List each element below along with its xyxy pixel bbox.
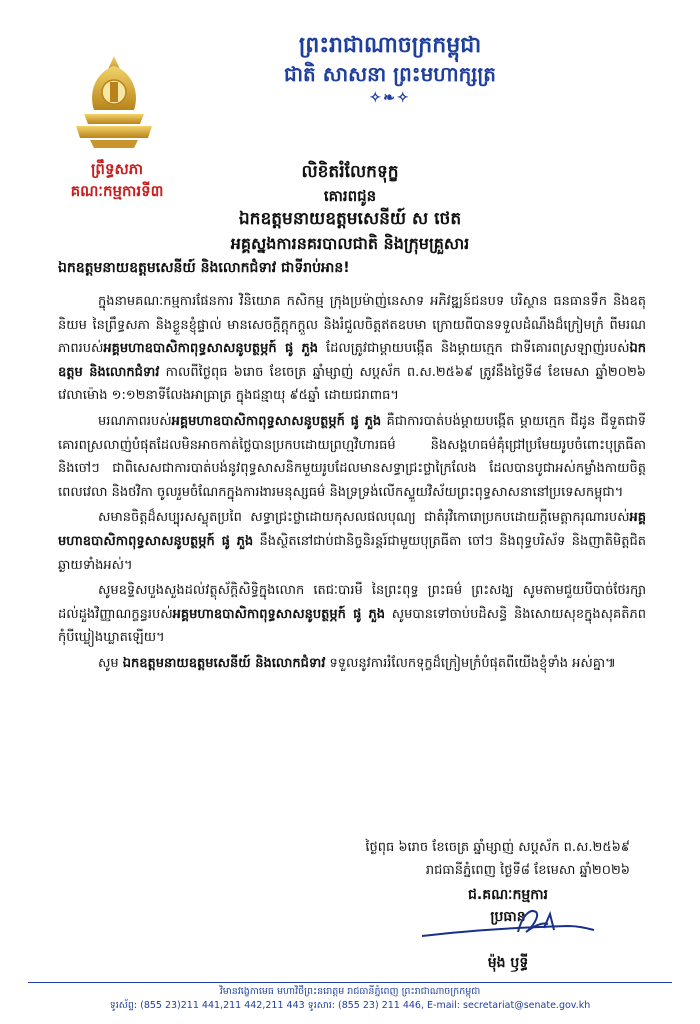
footer: [28, 985, 672, 1013]
paragraph-5-text-c: ទទួលនូវការរំលែកទុក្ខដ៏ក្រៀមក្រំបំផុតពីយើងខ្ញុំទាំង អស់គ្នា៕: [325, 655, 616, 671]
letter-title-block: [150, 160, 550, 256]
paragraph-2-text-a: មរណភាពរបស់: [98, 413, 172, 429]
deceased-name: អគ្គមហាឧបាសិកាពុទ្ធសាសនូបត្ថម្ភក៍ ផូ ភួង: [103, 341, 319, 357]
header-ornament: ✧❧✧: [369, 90, 411, 106]
paragraph-3-text-c: នឹងស្ថិតនៅជាប់ជានិច្ចនិរន្តរ៍ជាមួយបុត្រធីតា ចៅៗ និងពុទ្ធបរិស័ទ និងញាតិមិត្តជិតឆ្ងាយទាំងអស់។: [58, 533, 646, 573]
recipient-title: ឯកឧត្តមនាយឧត្តមសេនីយ៍ និងលោកជំទាវ: [122, 655, 326, 671]
letter-title: លិខិតរំលែកទុក្ខ: [301, 162, 399, 182]
signatory-org: ជ.គណៈកម្មការ: [467, 887, 548, 903]
paragraph-4-text-a: សូមឧទ្ទិសបួងសួងដល់វត្ថុស័ក្តិសិទ្ធិក្នុងលោក តេជៈបារមី នៃព្រះពុទ្ធ ព្រះធម៌ ព្រះសង្ឃ សូមតាមជួយបីបាច់ថែរក្សាដល់ដួងវិញ្ញាណក្ខន្ធរបស់: [58, 583, 646, 622]
paragraph-1-text-c: ដែលត្រូវជាម្តាយបង្កើត និងម្តាយក្មេក ជាទីគោរពស្រឡាញ់របស់: [318, 341, 630, 357]
issuer-commission: គណៈកម្មការទី៣: [70, 182, 164, 200]
letter-address-prefix: គោរពជូន: [323, 187, 377, 205]
salutation: ឯកឧត្តមនាយឧត្តមសេនីយ៍ និងលោកជំទាវ ជាទីរាប់អាន!: [58, 260, 350, 276]
recipient-couple: ឯកឧត្តម និងលោកជំទាវ: [58, 341, 646, 380]
national-motto: ជាតិ សាសនា ព្រះមហាក្សត្រ: [284, 62, 496, 86]
paragraph-1: [58, 290, 646, 408]
recipient-name: ឯកឧត្តមនាយឧត្តមសេនីយ៍ ស ថេត: [238, 209, 462, 229]
paragraph-5-text-a: សូម: [98, 655, 123, 671]
paragraph-5: [58, 652, 646, 676]
paragraph-3-text-a: សមានចិត្តដ៏សប្បុរសស្លុតប្រពៃ សទ្ធាជ្រះថ្លាដោយកុសលផលបុណ្យ ជាតំរុវិកោរោប្រកបដោយក្តីមេត្តាករុណារបស់: [98, 510, 630, 526]
lunar-date: ថ្ងៃពុធ ៦រោច ខែចេត្រ ឆ្នាំម្សាញ់ សប្តស័ក ព.ស.២៥៦៩: [365, 840, 630, 855]
paragraph-3: [58, 506, 646, 577]
paragraph-2-text-c: គឺជាការបាត់បង់ម្តាយបង្កើត ម្តាយក្មេក ជីដូន ជីទួតជាទីគោរពស្រលាញ់បំផុតដែលមិនអាចកាត់ថ្លៃបានប្រកបដោយព្រហ្មវិហារធម៌ និងសង្គហធម៌គុំជ្រៅប្រមែយរូបចំពោះបុត្រធីតា និងចៅៗ ជាពិសេសជាការបាត់បង់នូវពុទ្ធសាសនិកមួយរូបដែលមានសទ្ធាជ្រះថ្លាក្រៃលែង ដែលបានបូជាអស់កម្លាំងកាយចិត្ត ពេលវេលា និងថវិកា ចូលរួមចំណែកក្នុងការងារមនុស្សធម៌ និងទ្រទ្រង់លើកស្ទួយវិស័យព្រះពុទ្ធសាសនានៅប្រទេសកម្ពុជា។: [58, 413, 646, 500]
paragraph-2: [58, 410, 646, 504]
signer-name: ម៉ុង ឫទ្ធី: [487, 955, 529, 971]
handwritten-signature-icon: [418, 902, 598, 948]
footer-address: វិមានវង្ខេកាមេធ មហាវិថីព្រះនរោត្តម រាជធានីភ្នំពេញ ព្រះរាជាណាចក្រកម្ពុជា: [219, 986, 481, 997]
dateline: [330, 836, 630, 882]
deceased-name: អគ្គមហាឧបាសិកាពុទ្ធសាសនូបត្ថម្ភក៍ ផូ ភួង: [172, 606, 385, 622]
paragraph-4: [58, 579, 646, 650]
issuer-institution: ព្រឹទ្ធសភា: [90, 160, 144, 178]
deceased-name: អគ្គមហាឧបាសិកាពុទ្ធសាសនូបត្ថម្ភក៍ ផូ ភួង: [171, 413, 382, 429]
kingdom-name: ព្រះរាជាណាចក្រកម្ពុជា: [298, 32, 482, 58]
recipient-position: អគ្គស្នងការនគរបាលជាតិ និងក្រុមគ្រួសារ: [230, 234, 470, 253]
footer-divider: [28, 982, 672, 983]
letter-body: [58, 290, 646, 678]
paragraph-1-text-a: ក្នុងនាមគណៈកម្មការផែនការ វិនិយោគ កសិកម្ម ក្រុងប្រម៉ាញ់នេសាទ អភិវឌ្ឍន៍ជនបទ បរិស្ថាន ធនធានទឹក និងឧតុនិយម នៃព្រឹទ្ធសភា និងខ្លួនខ្ញុំផ្ទាល់ មានសេចក្តីក្តុកក្តួល និងរំជួលចិត្តឥតឧបមា ក្រោយពីបានទទួលដំណឹងដ៏ក្រៀមក្រំ ពីមរណភាពរបស់: [58, 294, 646, 357]
signatory-role: ប្រធាន: [490, 909, 526, 925]
solar-date: រាជធានីភ្នំពេញ ថ្ងៃទី៨ ខែមេសា ឆ្នាំ២០២៦: [425, 863, 630, 878]
paragraph-1-text-e: កាលពីថ្ងៃពុធ ៦រោច ខែចេត្រ ឆ្នាំម្សាញ់ សប្តស័ក ព.ស.២៥៦៩ ត្រូវនឹងថ្ងៃទី៨ ខែមេសា ឆ្នាំ២០២៦ វេលាម៉ោង ១:១២នាទីលែងអាធ្រាត្រ ក្នុងជន្មាយុ ៩៥ឆ្នាំ ដោយជរាពាធ។: [58, 364, 646, 404]
footer-contact: ទូរស័ព្ទ: (855 23)211 441,211 442,211 443 ទូរសារ: (855 23) 211 446, E-mail: secretariat@senate.gov.kh: [109, 1000, 591, 1011]
paragraph-4-text-c: សូមបានទៅចាប់បដិសន្ធិ និងសោយសុខក្នុងសុគតិភពកុំបីឃ្លៀងឃ្លាតឡើយ។: [58, 606, 646, 646]
deceased-name: អគ្គមហាឧបាសិកាពុទ្ធសាសនូបត្ថម្ភក៍ ផូ ភួង: [58, 510, 646, 549]
kingdom-header: [180, 30, 600, 106]
senate-emblem-icon: [70, 52, 158, 152]
